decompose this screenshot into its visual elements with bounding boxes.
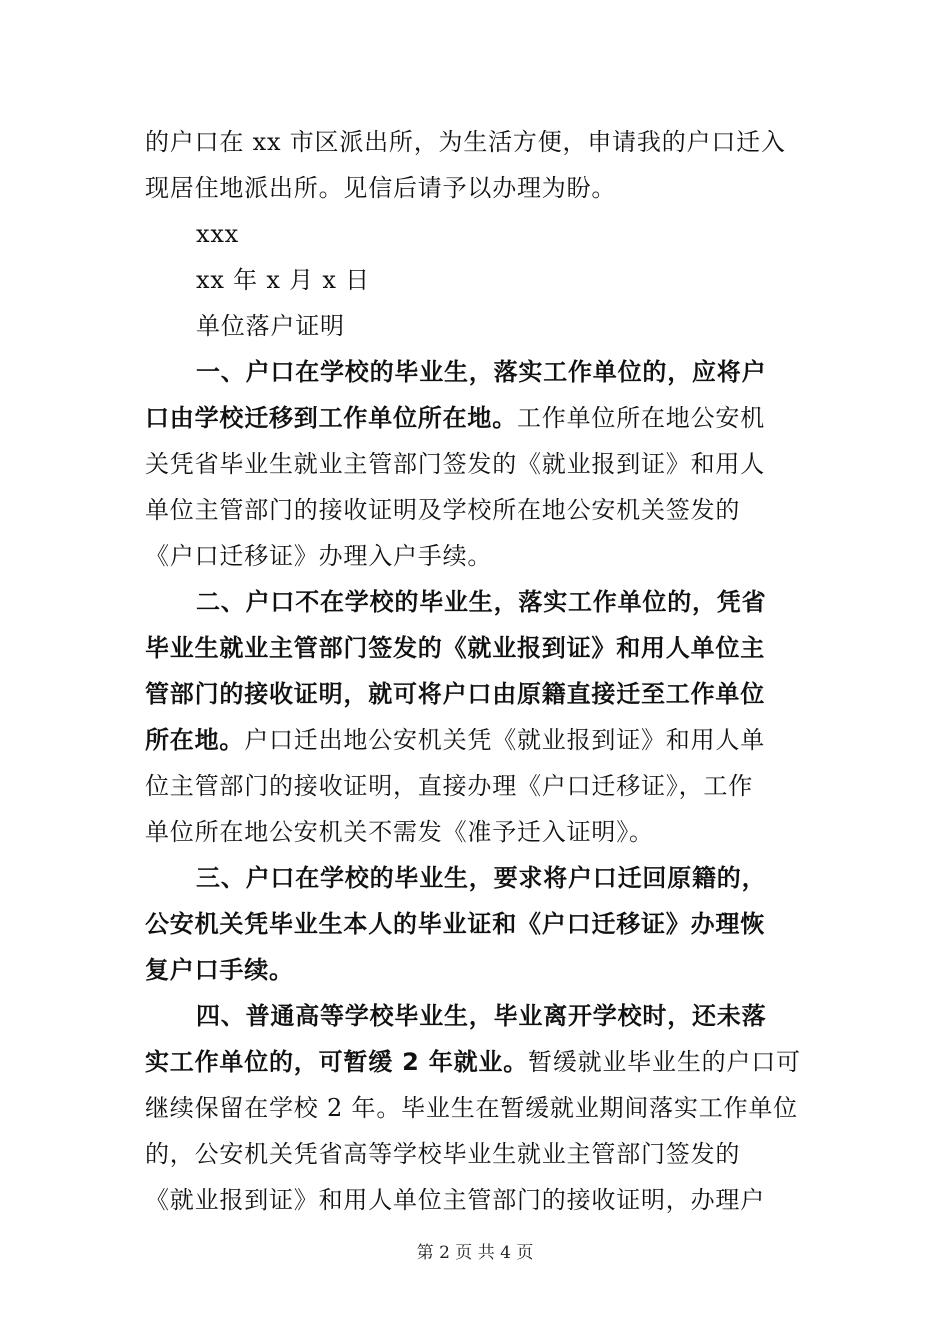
page-footer: 第 2 页 共 4 页 bbox=[416, 1243, 534, 1263]
para3-line-2: 公安机关凭毕业生本人的毕业证和《户口迁移证》办理恢 bbox=[145, 910, 765, 938]
para1-line-5: 《户口迁移证》办理入户手续。 bbox=[145, 542, 493, 570]
para4-line-3: 继续保留在学校 2 年。毕业生在暂缓就业期间落实工作单位 bbox=[145, 1094, 798, 1122]
para4-line-2 bbox=[145, 1046, 801, 1078]
para3-line-1: 三、户口在学校的毕业生，要求将户口迁回原籍的， bbox=[196, 864, 767, 892]
para3-line-3: 复户口手续。 bbox=[145, 956, 294, 984]
para1-line-4: 单位主管部门的接收证明及学校所在地公安机关签发的 bbox=[145, 496, 741, 524]
para2-line-4-bold: 所在地。 bbox=[145, 726, 245, 754]
signature-date: xx 年 x 月 x 日 bbox=[196, 266, 370, 294]
para2-line-1: 二、户口不在学校的毕业生，落实工作单位的，凭省 bbox=[196, 588, 767, 616]
section-heading: 单位落户证明 bbox=[196, 312, 345, 340]
para2-line-5: 位主管部门的接收证明，直接办理《户口迁移证》，工作 bbox=[145, 772, 753, 800]
para2-line-6: 单位所在地公安机关不需发《准予迁入证明》。 bbox=[145, 818, 654, 846]
para2-line-4 bbox=[145, 724, 765, 756]
para4-line-2-bold: 实工作单位的，可暂缓 2 年就业。 bbox=[145, 1048, 529, 1076]
para1-line-2 bbox=[145, 402, 765, 434]
para4-line-1: 四、普通高等学校毕业生，毕业离开学校时，还未落 bbox=[196, 1002, 767, 1030]
para1-line-1: 一、户口在学校的毕业生，落实工作单位的，应将户 bbox=[196, 358, 767, 386]
intro-line-1: 的户口在 xx 市区派出所，为生活方便，申请我的户口迁入 bbox=[145, 128, 786, 156]
intro-line-2: 现居住地派出所。见信后请予以办理为盼。 bbox=[145, 174, 617, 202]
para2-line-4-normal: 户口迁出地公安机关凭《就业报到证》和用人单 bbox=[244, 726, 766, 754]
para4-line-4: 的，公安机关凭省高等学校毕业生就业主管部门签发的 bbox=[145, 1140, 741, 1168]
para1-line-3: 关凭省毕业生就业主管部门签发的《就业报到证》和用人 bbox=[145, 450, 765, 478]
para2-line-3: 管部门的接收证明，就可将户口由原籍直接迁至工作单位 bbox=[145, 680, 765, 708]
para4-line-5: 《就业报到证》和用人单位主管部门的接收证明，办理户 bbox=[145, 1186, 765, 1214]
para4-line-2-normal: 暂缓就业毕业生的户口可 bbox=[528, 1048, 801, 1076]
para1-line-2-normal: 工作单位所在地公安机 bbox=[517, 404, 765, 432]
para1-line-2-bold: 口由学校迁移到工作单位所在地。 bbox=[145, 404, 517, 432]
para2-line-2: 毕业生就业主管部门签发的《就业报到证》和用人单位主 bbox=[145, 634, 765, 662]
signature-name: xxx bbox=[196, 220, 240, 248]
